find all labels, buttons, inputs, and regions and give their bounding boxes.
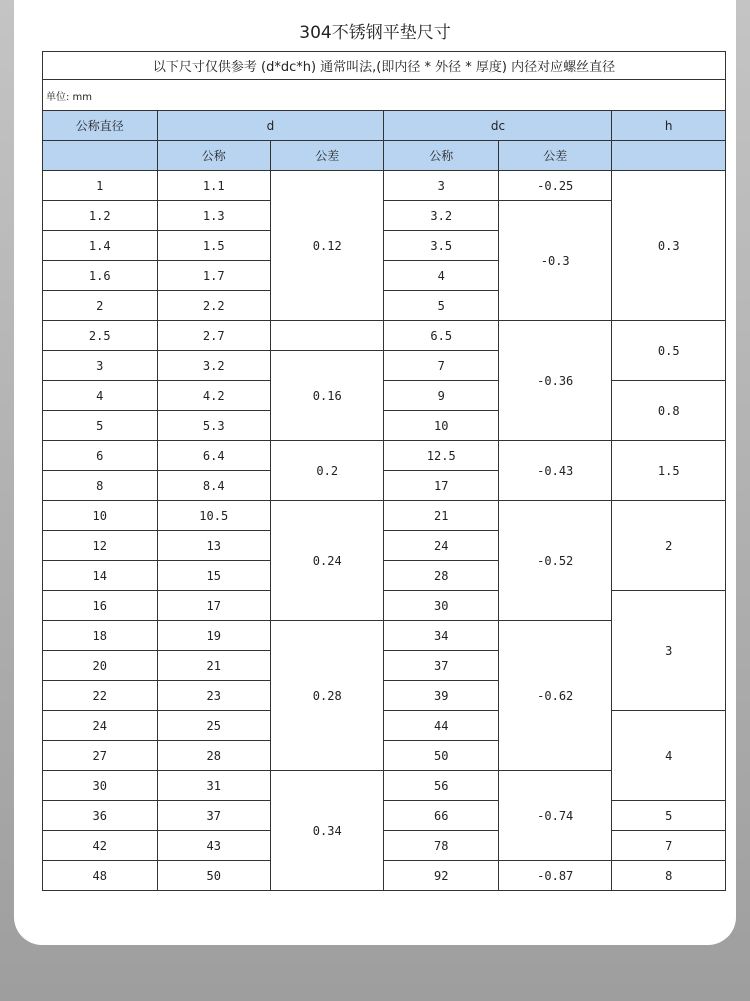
table-row [43, 711, 726, 741]
cell-nominal-diameter: 24 [43, 711, 158, 741]
cell-d-tolerance [270, 321, 383, 351]
header-nominal-diameter: 公称直径 [43, 111, 158, 141]
cell-dc-nominal: 9 [384, 381, 499, 411]
cell-d-nominal: 28 [157, 741, 270, 771]
cell-h: 0.5 [612, 321, 726, 381]
cell-d-tolerance: 0.16 [270, 351, 383, 441]
cell-nominal-diameter: 27 [43, 741, 158, 771]
header-d: d [157, 111, 384, 141]
page-title: 304不锈钢平垫尺寸 [299, 23, 451, 43]
cell-d-nominal: 31 [157, 771, 270, 801]
table-row [43, 381, 726, 411]
cell-dc-nominal: 44 [384, 711, 499, 741]
subheader-blank [43, 141, 158, 171]
cell-nominal-diameter: 6 [43, 441, 158, 471]
cell-dc-nominal: 56 [384, 771, 499, 801]
cell-dc-nominal: 24 [384, 531, 499, 561]
cell-d-tolerance: 0.2 [270, 441, 383, 501]
cell-d-nominal: 13 [157, 531, 270, 561]
cell-nominal-diameter: 10 [43, 501, 158, 531]
cell-nominal-diameter: 1 [43, 171, 158, 201]
unit-row [43, 80, 726, 111]
cell-d-nominal: 2.2 [157, 291, 270, 321]
cell-nominal-diameter: 20 [43, 651, 158, 681]
cell-dc-nominal: 10 [384, 411, 499, 441]
subheader-h-blank [612, 141, 726, 171]
cell-d-nominal: 5.3 [157, 411, 270, 441]
cell-d-nominal: 17 [157, 591, 270, 621]
cell-d-nominal: 50 [157, 861, 270, 891]
subheader-d-tolerance: 公差 [270, 141, 383, 171]
cell-h: 3 [612, 591, 726, 711]
cell-d-tolerance: 0.34 [270, 771, 383, 891]
cell-dc-nominal: 78 [384, 831, 499, 861]
cell-dc-nominal: 3.5 [384, 231, 499, 261]
cell-dc-nominal: 17 [384, 471, 499, 501]
table-row [43, 171, 726, 201]
cell-dc-nominal: 92 [384, 861, 499, 891]
cell-d-tolerance: 0.28 [270, 621, 383, 771]
header-dc: dc [384, 111, 612, 141]
cell-d-tolerance: 0.12 [270, 171, 383, 321]
cell-d-nominal: 1.1 [157, 171, 270, 201]
cell-dc-tolerance: -0.62 [498, 621, 611, 771]
cell-nominal-diameter: 1.4 [43, 231, 158, 261]
document-sheet [14, 0, 736, 945]
cell-nominal-diameter: 48 [43, 861, 158, 891]
cell-nominal-diameter: 3 [43, 351, 158, 381]
cell-nominal-diameter: 18 [43, 621, 158, 651]
cell-nominal-diameter: 1.6 [43, 261, 158, 291]
cell-dc-tolerance: -0.87 [498, 861, 611, 891]
cell-dc-nominal: 3 [384, 171, 499, 201]
washer-size-table [42, 51, 726, 891]
cell-d-nominal: 6.4 [157, 441, 270, 471]
cell-nominal-diameter: 30 [43, 771, 158, 801]
cell-h: 0.3 [612, 171, 726, 321]
cell-d-nominal: 10.5 [157, 501, 270, 531]
cell-h: 8 [612, 861, 726, 891]
subheader-dc-tolerance: 公差 [498, 141, 611, 171]
cell-d-nominal: 1.5 [157, 231, 270, 261]
cell-d-nominal: 15 [157, 561, 270, 591]
cell-dc-nominal: 3.2 [384, 201, 499, 231]
cell-nominal-diameter: 36 [43, 801, 158, 831]
cell-dc-nominal: 34 [384, 621, 499, 651]
subheader-row [43, 141, 726, 171]
cell-dc-tolerance: -0.3 [498, 201, 611, 321]
cell-nominal-diameter: 4 [43, 381, 158, 411]
cell-d-nominal: 4.2 [157, 381, 270, 411]
cell-dc-nominal: 6.5 [384, 321, 499, 351]
cell-dc-nominal: 66 [384, 801, 499, 831]
cell-h: 1.5 [612, 441, 726, 501]
cell-nominal-diameter: 2.5 [43, 321, 158, 351]
cell-dc-tolerance: -0.52 [498, 501, 611, 621]
subheader-dc-nominal: 公称 [384, 141, 499, 171]
cell-dc-nominal: 21 [384, 501, 499, 531]
cell-dc-tolerance: -0.43 [498, 441, 611, 501]
cell-d-nominal: 25 [157, 711, 270, 741]
unit-text: 单位: mm [43, 80, 726, 111]
cell-dc-nominal: 39 [384, 681, 499, 711]
cell-dc-nominal: 28 [384, 561, 499, 591]
header-h: h [612, 111, 726, 141]
cell-dc-nominal: 30 [384, 591, 499, 621]
cell-h: 0.8 [612, 381, 726, 441]
cell-nominal-diameter: 42 [43, 831, 158, 861]
cell-nominal-diameter: 16 [43, 591, 158, 621]
cell-nominal-diameter: 8 [43, 471, 158, 501]
cell-h: 2 [612, 501, 726, 591]
cell-d-tolerance: 0.24 [270, 501, 383, 621]
cell-nominal-diameter: 22 [43, 681, 158, 711]
header-row [43, 111, 726, 141]
table-body [43, 52, 726, 891]
cell-d-nominal: 19 [157, 621, 270, 651]
cell-d-nominal: 21 [157, 651, 270, 681]
cell-nominal-diameter: 1.2 [43, 201, 158, 231]
table-row [43, 861, 726, 891]
note-row [43, 52, 726, 80]
cell-dc-tolerance: -0.25 [498, 171, 611, 201]
cell-dc-tolerance: -0.36 [498, 321, 611, 441]
cell-dc-nominal: 4 [384, 261, 499, 291]
cell-dc-nominal: 7 [384, 351, 499, 381]
cell-h: 4 [612, 711, 726, 801]
cell-h: 5 [612, 801, 726, 831]
table-row [43, 501, 726, 531]
cell-dc-nominal: 5 [384, 291, 499, 321]
cell-nominal-diameter: 2 [43, 291, 158, 321]
cell-d-nominal: 3.2 [157, 351, 270, 381]
table-row [43, 591, 726, 621]
table-row [43, 801, 726, 831]
table-row [43, 441, 726, 471]
cell-d-nominal: 1.3 [157, 201, 270, 231]
cell-dc-nominal: 50 [384, 741, 499, 771]
note-text: 以下尺寸仅供参考 (d*dc*h) 通常叫法,(即内径 * 外径 * 厚度) 内径对应螺丝直径 [43, 52, 726, 80]
subheader-d-nominal: 公称 [157, 141, 270, 171]
cell-d-nominal: 1.7 [157, 261, 270, 291]
cell-nominal-diameter: 14 [43, 561, 158, 591]
cell-d-nominal: 43 [157, 831, 270, 861]
cell-nominal-diameter: 5 [43, 411, 158, 441]
cell-h: 7 [612, 831, 726, 861]
cell-dc-nominal: 37 [384, 651, 499, 681]
cell-d-nominal: 37 [157, 801, 270, 831]
cell-nominal-diameter: 12 [43, 531, 158, 561]
cell-dc-tolerance: -0.74 [498, 771, 611, 861]
cell-dc-nominal: 12.5 [384, 441, 499, 471]
cell-d-nominal: 8.4 [157, 471, 270, 501]
cell-d-nominal: 23 [157, 681, 270, 711]
table-row [43, 831, 726, 861]
cell-d-nominal: 2.7 [157, 321, 270, 351]
table-row [43, 321, 726, 351]
